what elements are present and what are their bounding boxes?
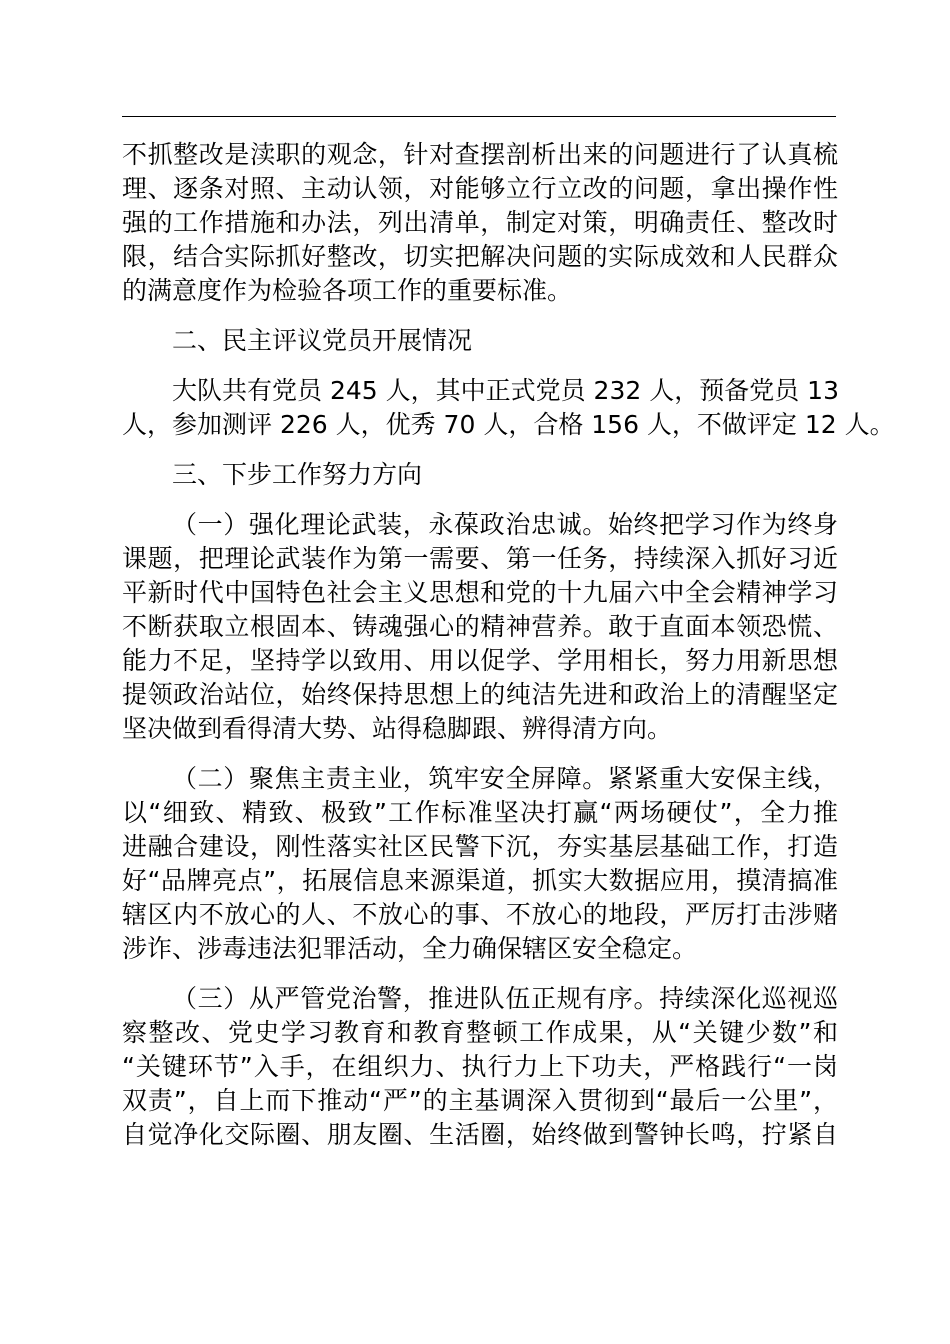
paragraph-member-stats (122, 374, 895, 442)
text-line: 辖区内不放心的人、不放心的事、不放心的地段，严厉打击涉赌 (122, 900, 838, 929)
text-line: （二）聚焦主责主业，筑牢安全屏障。紧紧重大安保主线， (172, 764, 838, 793)
text-line: （三）从严管党治警，推进队伍正规有序。持续深化巡视巡 (172, 984, 838, 1013)
text-line: 自觉净化交际圈、朋友圈、生活圈，始终做到警钟长鸣，拧紧自 (122, 1120, 838, 1149)
text-line: 以“细致、精致、极致”工作标准坚决打赢“两场硬仗”，全力推 (122, 798, 838, 827)
text-line: 能力不足，坚持学以致用、用以促学、学用相长，努力用新思想 (122, 646, 838, 675)
text-line: 理、逐条对照、主动认领，对能够立行立改的问题，拿出操作性 (122, 174, 838, 203)
heading-text: 三、下步工作努力方向 (172, 460, 423, 489)
text-line: 不抓整改是渎职的观念，针对查摆剖析出来的问题进行了认真梳 (122, 140, 838, 169)
paragraph-item-3 (122, 982, 838, 1152)
text-line: 的满意度作为检验各项工作的重要标准。 (122, 276, 573, 305)
text-line: 人，参加测评 226 人，优秀 70 人，合格 156 人，不做评定 12 人。 (122, 410, 895, 439)
paragraph-item-2 (122, 762, 838, 966)
text-line: 坚决做到看得清大势、站得稳脚跟、辨得清方向。 (122, 714, 673, 743)
paragraph-item-1 (122, 508, 838, 746)
section-heading-2 (122, 324, 838, 358)
text-line: 强的工作措施和办法，列出清单，制定对策，明确责任、整改时 (122, 208, 838, 237)
text-line: 限，结合实际抓好整改，切实把解决问题的实际成效和人民群众 (122, 242, 838, 271)
text-line: 双责”，自上而下推动“严”的主基调深入贯彻到“最后一公里”， (122, 1086, 838, 1115)
text-line: 提领政治站位，始终保持思想上的纯洁先进和政治上的清醒坚定 (122, 680, 838, 709)
text-line: 大队共有党员 245 人，其中正式党员 232 人，预备党员 13 (172, 376, 839, 405)
paragraph-continuation (122, 138, 838, 308)
text-line: 进融合建设，刚性落实社区民警下沉，夯实基层基础工作，打造 (122, 832, 838, 861)
text-line: 涉诈、涉毒违法犯罪活动，全力确保辖区安全稳定。 (122, 934, 698, 963)
text-line: 平新时代中国特色社会主义思想和党的十九届六中全会精神学习 (122, 578, 838, 607)
text-line: 察整改、党史学习教育和教育整顿工作成果，从“关键少数”和 (122, 1018, 838, 1047)
document-body (122, 138, 895, 1152)
section-heading-3 (122, 458, 838, 492)
text-line: （一）强化理论武装，永葆政治忠诚。始终把学习作为终身 (172, 510, 838, 539)
heading-text: 二、民主评议党员开展情况 (172, 326, 473, 355)
text-line: 课题，把理论武装作为第一需要、第一任务，持续深入抓好习近 (122, 544, 838, 573)
text-line: 好“品牌亮点”，拓展信息来源渠道，抓实大数据应用，摸清搞准 (122, 866, 838, 895)
header-rule (122, 116, 836, 117)
text-line: 不断获取立根固本、铸魂强心的精神营养。敢于直面本领恐慌、 (122, 612, 838, 641)
text-line: “关键环节”入手，在组织力、执行力上下功夫，严格践行“一岗 (122, 1052, 838, 1081)
